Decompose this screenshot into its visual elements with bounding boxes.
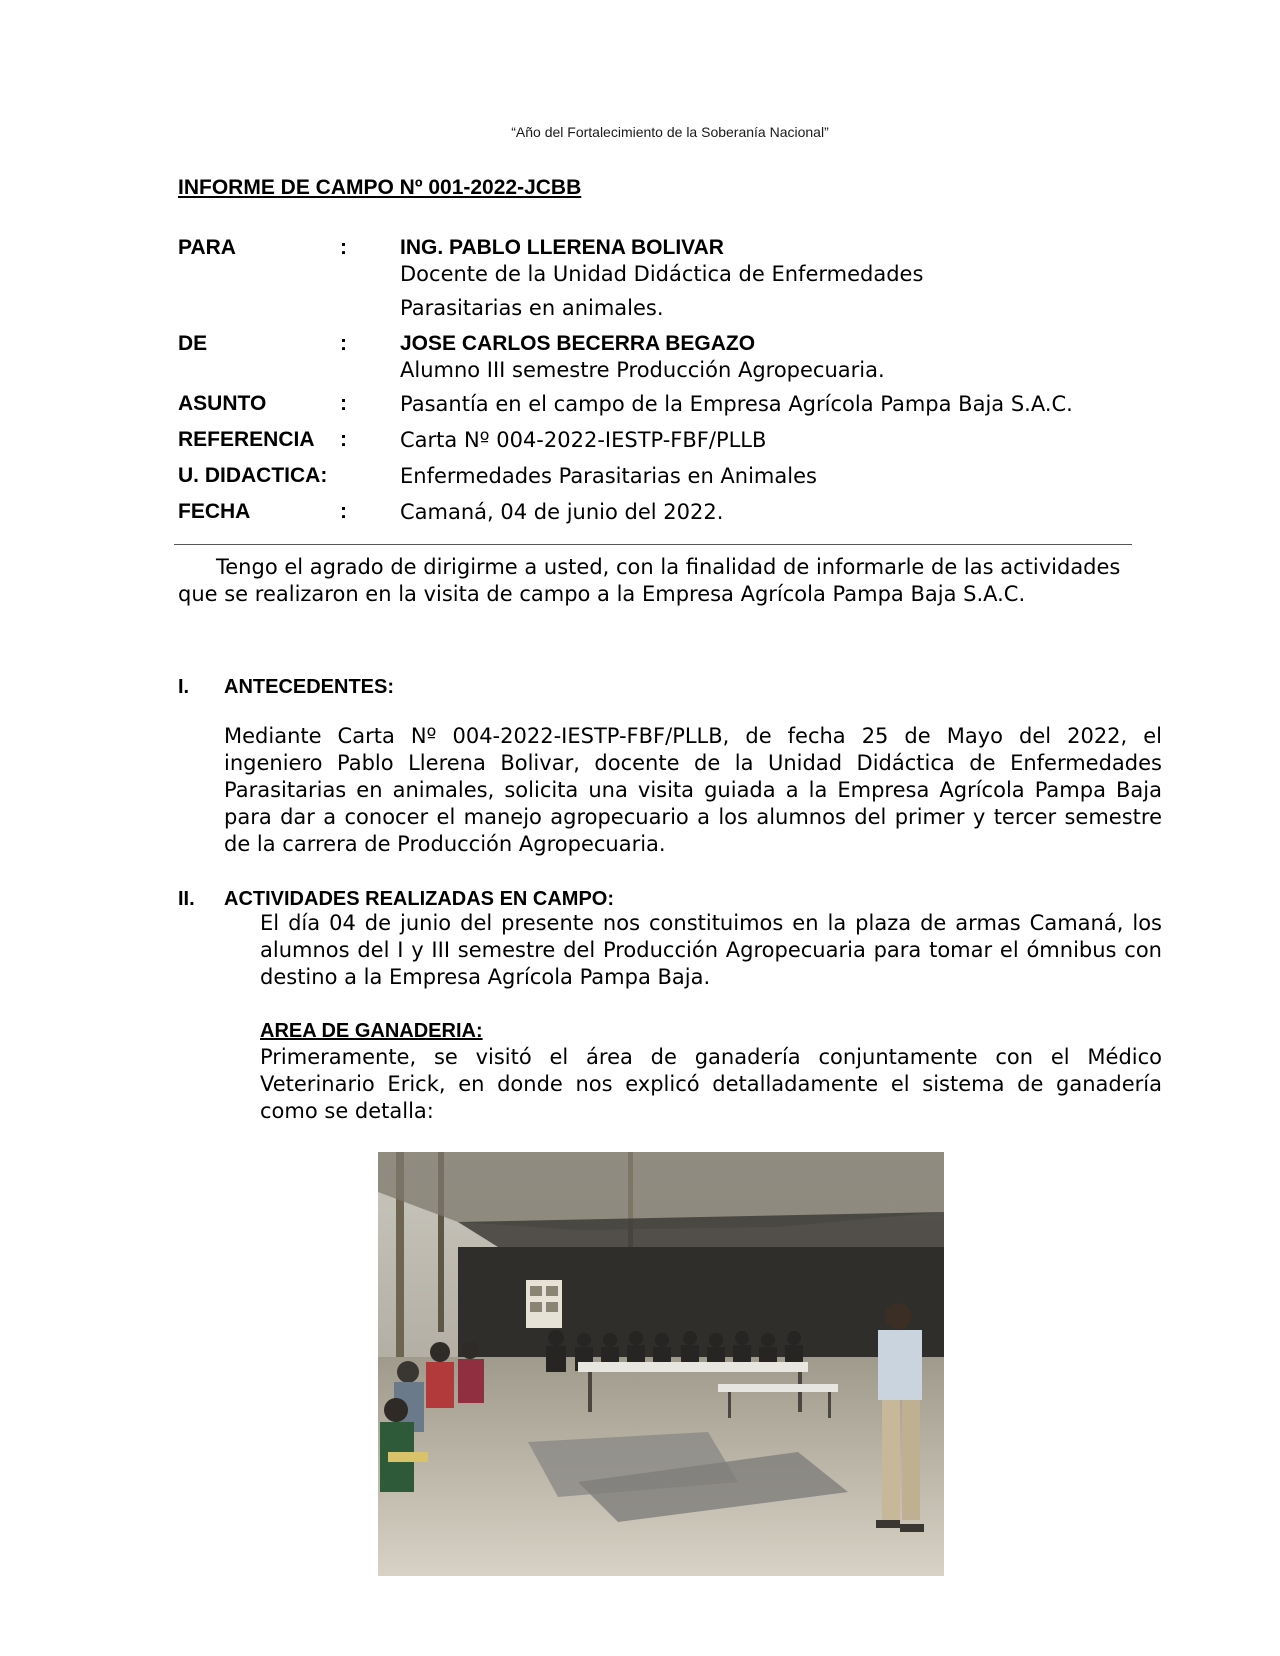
fecha-colon: :	[340, 500, 347, 523]
para-colon: :	[340, 236, 347, 259]
section2-number: II.	[178, 888, 195, 910]
referencia-colon: :	[340, 428, 347, 451]
ganaderia-body: Primeramente, se visitó el área de ganadería conjuntamente con el Médico Veterinario Erick, en donde nos explicó detalladamente el sistema de ganadería como se detalla:	[260, 1045, 1162, 1123]
report-title: INFORME DE CAMPO Nº 001-2022-JCBB	[178, 176, 582, 199]
section2-title: ACTIVIDADES REALIZADAS EN CAMPO:	[224, 888, 615, 910]
header-divider	[174, 544, 1132, 545]
section1-number: I.	[178, 676, 190, 698]
field-visit-photo	[378, 1152, 944, 1576]
field-visit-photo-illustration	[378, 1152, 944, 1576]
intro-paragraph: Tengo el agrado de dirigirme a usted, con la finalidad de informarle de las actividades que se realizaron en la visita de campo a la Empresa Agrícola Pampa Baja S.A.C.	[178, 555, 1121, 606]
asunto-colon: :	[340, 392, 347, 415]
de-label: DE	[178, 332, 208, 355]
section1-body: Mediante Carta Nº 004-2022-IESTP-FBF/PLLB, de fecha 25 de Mayo del 2022, el ingeniero Pablo Llerena Bolivar, docente de la Unidad Didáctica de Enfermedades Parasitarias en animales, solicita una visita guiada a la Empresa Agrícola Pampa Baja para dar a conocer el manejo agropecuario a los alumnos del primer y tercer semestre de la carrera de Producción Agropecuaria.	[224, 724, 1162, 856]
referencia-value: Carta Nº 004-2022-IESTP-FBF/PLLB	[400, 428, 767, 452]
fecha-label: FECHA	[178, 500, 251, 523]
section2-body: El día 04 de junio del presente nos constituimos en la plaza de armas Camaná, los alumnos del I y III semestre del Producción Agropecuaria para tomar el ómnibus con destino a la Empresa Agrícola Pampa Baja.	[260, 911, 1162, 989]
para-role-line2: Parasitarias en animales.	[400, 296, 664, 320]
asunto-value: Pasantía en el campo de la Empresa Agrícola Pampa Baja S.A.C.	[400, 392, 1073, 416]
de-name: JOSE CARLOS BECERRA BEGAZO	[400, 332, 756, 355]
didactica-value: Enfermedades Parasitarias en Animales	[400, 464, 817, 488]
didactica-label: U. DIDACTICA:	[178, 464, 328, 487]
de-colon: :	[340, 332, 347, 355]
para-name: ING. PABLO LLERENA BOLIVAR	[400, 236, 724, 259]
fecha-value: Camaná, 04 de junio del 2022.	[400, 500, 724, 524]
asunto-label: ASUNTO	[178, 392, 267, 415]
para-role-line1: Docente de la Unidad Didáctica de Enfermedades	[400, 262, 924, 286]
para-label: PARA	[178, 236, 236, 259]
referencia-label: REFERENCIA	[178, 428, 315, 451]
year-motto: “Año del Fortalecimiento de la Soberanía Nacional”	[511, 124, 829, 140]
ganaderia-subheading: AREA DE GANADERIA:	[260, 1020, 483, 1042]
section1-title: ANTECEDENTES:	[224, 676, 395, 698]
de-role: Alumno III semestre Producción Agropecuaria.	[400, 358, 885, 382]
